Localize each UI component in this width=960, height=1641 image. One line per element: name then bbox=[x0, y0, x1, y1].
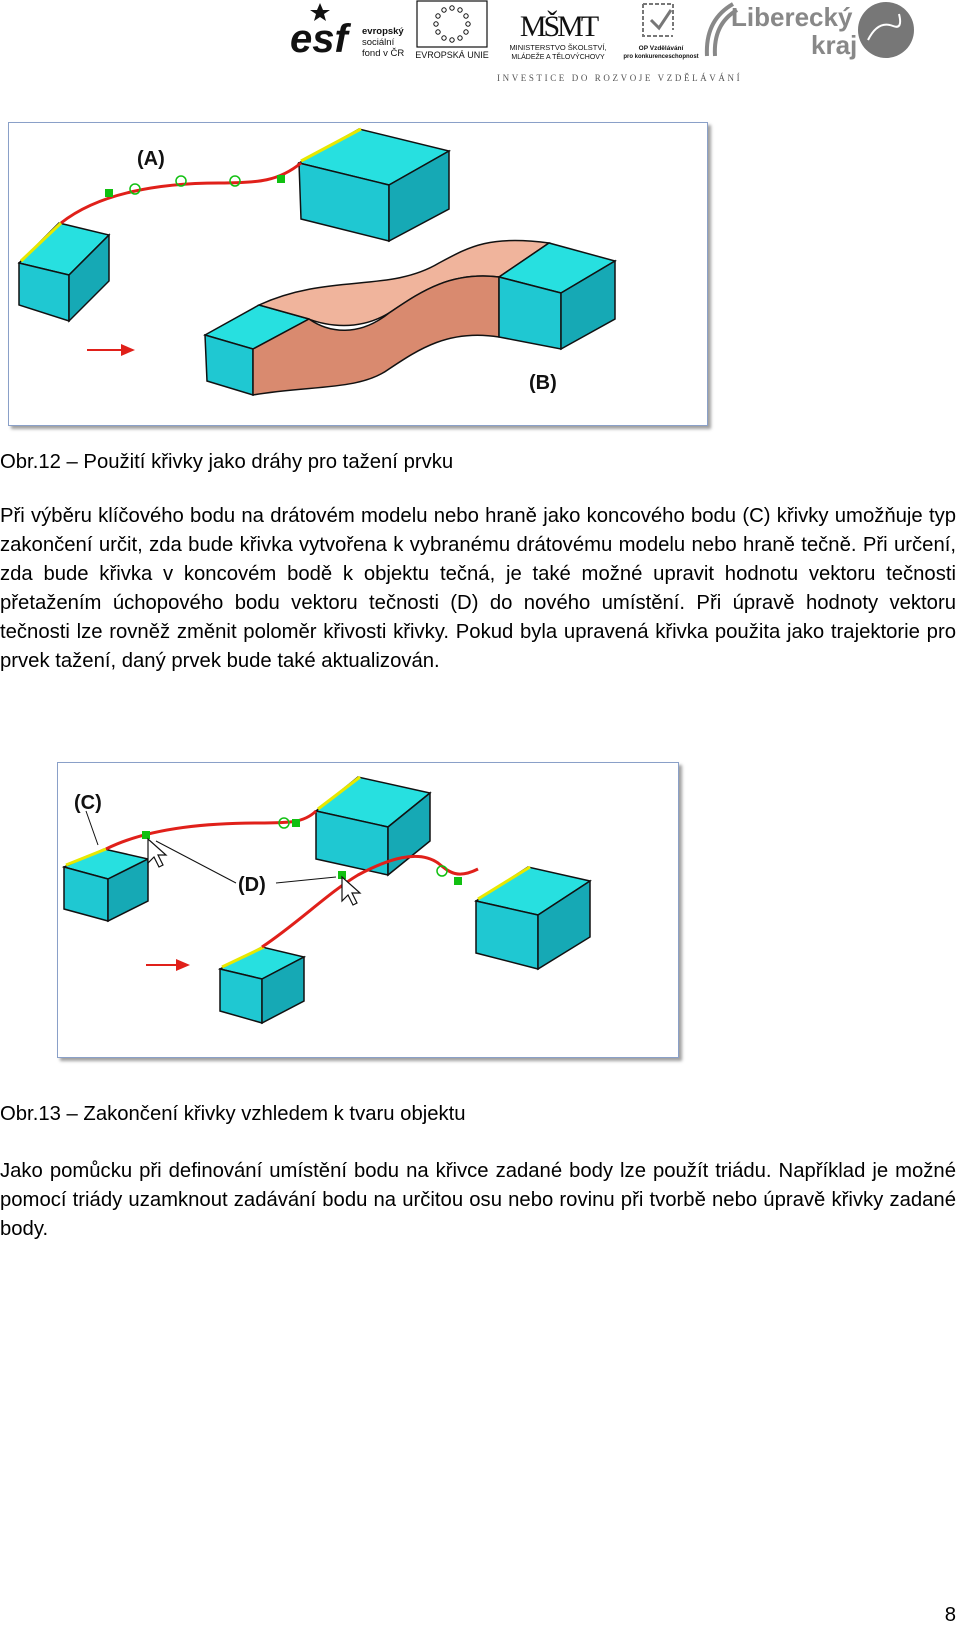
esf-logo bbox=[290, 0, 415, 64]
cube-lower-right bbox=[476, 867, 590, 969]
esf-mark: esf bbox=[290, 17, 348, 61]
kraj-line-1: Liberecký bbox=[731, 2, 853, 32]
op-vk-logo bbox=[621, 0, 701, 64]
page-number: 8 bbox=[944, 1604, 956, 1626]
label-c: (C) bbox=[74, 792, 102, 814]
direction-arrow-icon bbox=[146, 959, 190, 971]
caption-12: Obr.12 – Použití křivky jako dráhy pro tažení prvku bbox=[0, 451, 454, 473]
msmt-logo bbox=[493, 0, 623, 64]
esf-line-2: sociální bbox=[362, 37, 395, 48]
cube-lower-left bbox=[220, 947, 304, 1023]
keypoint-handle bbox=[454, 877, 462, 885]
cube-upper-right bbox=[316, 777, 430, 875]
eu-logo bbox=[416, 0, 490, 64]
eu-label: EVROPSKÁ UNIE bbox=[416, 50, 489, 60]
direction-arrow-icon bbox=[87, 344, 135, 356]
keypoint-handle bbox=[142, 831, 150, 839]
esf-line-1: evropský bbox=[362, 26, 404, 37]
curve-upper bbox=[106, 811, 316, 849]
paragraph-2-text: Jako pomůcku při definování umístění bodu na křivce zadané body lze použít triádu. Například je možné pomocí triády uzamknout zadávání bodu na určitou osu nebo rovinu při tvorbě nebo úpravě křivky zadané body. bbox=[0, 1160, 956, 1240]
figure-12 bbox=[8, 122, 708, 426]
check-icon bbox=[651, 10, 671, 28]
curve-a bbox=[61, 163, 301, 223]
liberecky-kraj-logo bbox=[703, 0, 918, 64]
header-tagline: INVESTICE DO ROZVOJE VZDĚLÁVÁNÍ bbox=[497, 73, 743, 83]
kraj-emblem-icon bbox=[858, 2, 914, 58]
cube-large-right bbox=[299, 129, 449, 241]
label-a: (A) bbox=[137, 148, 165, 170]
label-b: (B) bbox=[529, 372, 557, 394]
msmt-line-2: MLÁDEŽE A TĚLOVÝCHOVY bbox=[511, 54, 605, 61]
cube-small-left bbox=[19, 223, 109, 321]
figure-13 bbox=[57, 762, 679, 1058]
paragraph-2 bbox=[0, 1157, 956, 1244]
esf-line-3: fond v ČR bbox=[362, 48, 405, 59]
keypoint-handle bbox=[105, 189, 113, 197]
paragraph-1 bbox=[0, 502, 956, 676]
keypoint-handle bbox=[277, 175, 285, 183]
msmt-mark: MŠMT bbox=[519, 10, 597, 43]
op-line-2: pro konkurenceschopnost bbox=[623, 54, 699, 60]
cursor-icon bbox=[148, 839, 166, 867]
kraj-line-2: kraj bbox=[811, 30, 858, 60]
page-header bbox=[0, 0, 960, 90]
caption-13: Obr.13 – Zakončení křivky vzhledem k tvaru objektu bbox=[0, 1103, 466, 1125]
label-d: (D) bbox=[238, 874, 266, 896]
curve-lower bbox=[262, 856, 478, 947]
paragraph-1-text: Při výběru klíčového bodu na drátovém modelu nebo hraně jako koncového bodu (C) křivky umožňuje typ zakončení určit, zda bude křivka vytvořena k vybranému drátovému modelu nebo hraně tečně. Při určení, zda bude křivka v koncovém bodě k objektu tečná, je také možné upravit hodnotu vektoru tečnosti přetažením úchopového bodu vektoru tečnosti (D) do nového umístění. Při úpravě hodnoty vektoru tečnosti lze rovněž změnit poloměr křivosti křivky. Pokud byla upravená křivka použita jako trajektorie pro prvek tažení, daný prvek bude také aktualizován. bbox=[0, 505, 956, 672]
msmt-line-1: MINISTERSTVO ŠKOLSTVÍ, bbox=[509, 43, 607, 52]
keypoint-handle bbox=[292, 819, 300, 827]
op-line-1: OP Vzdělávání bbox=[638, 45, 684, 52]
